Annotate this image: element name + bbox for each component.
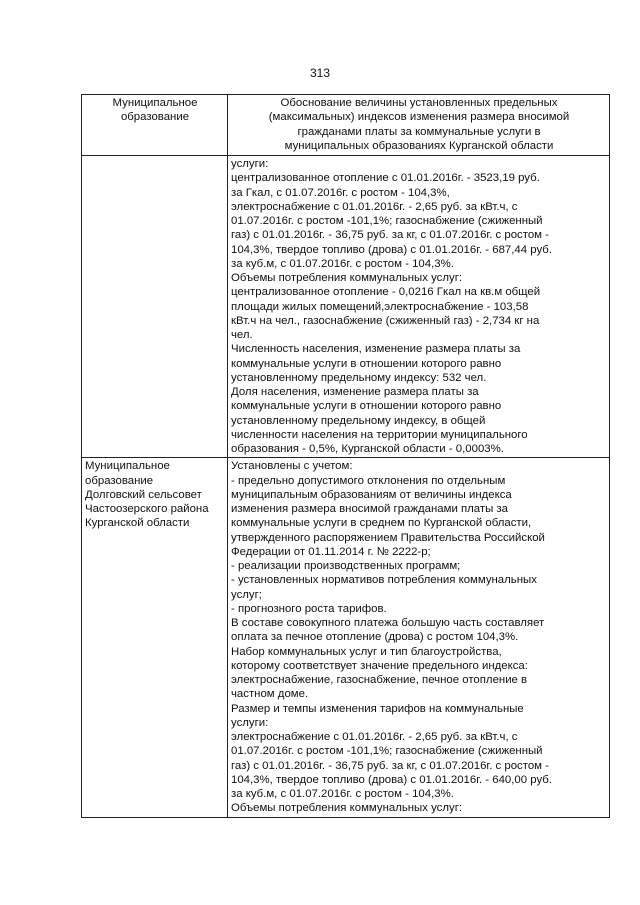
text-line: централизованное отопление - 0,0216 Гкал на кв.м общей [231,286,541,299]
text-line: образование [85,474,154,487]
text-line: услуги: [231,158,269,170]
text-line: - установленных нормативов потребления коммунальных [231,574,537,587]
text-line: изменения размера вносимой гражданами платы за [231,503,508,515]
text-line: образования - 0,5%, Курганской области - 0,0003%. [231,443,504,455]
table-row [82,156,610,458]
text-line: установленному предельному индексу, в общей [231,414,486,427]
header-line: (максимальных) индексов изменения размера вносимой [268,111,570,124]
text-line: - прогнозного роста тарифов. [231,602,387,615]
text-line: за Гкал, с 01.07.2016г. с ростом - 104,3%, [231,186,450,199]
text-line: Объемы потребления коммунальных услуг: [231,272,463,284]
text-line: Численность населения, изменение размера платы за [231,343,521,356]
text-line: коммунальные услуги в среднем по Курганской области, [231,517,532,530]
text-line: частном доме. [231,688,309,701]
text-line: 104,3%, твердое топливо (дрова) с 01.01.2016г. - 640,00 руб. [231,773,552,786]
text-line: коммунальные услуги в отношении которого равно [231,357,502,370]
text-line: газ) с 01.01.2016г. - 36,75 руб. за кг, с 01.07.2016г. с ростом - [231,759,549,772]
text-line: чел. [231,329,253,341]
text-line: за куб.м, с 01.07.2016г. с ростом - 104,3%. [231,788,454,800]
text-line: муниципальным образованиям от величины индекса [231,488,512,501]
table-row [82,458,610,817]
text-line: Набор коммунальных услуг и тип благоустройства, [231,645,502,658]
text-line: электроснабжение с 01.01.2016г. - 2,65 руб. за кВт.ч, с [231,731,518,743]
text-line: 104,3%, твердое топливо (дрова) с 01.01.2016г. - 687,44 руб. [231,243,552,256]
text-line: Федерации от 01.11.2014 г. № 2222-р; [231,545,431,558]
text-line: - предельно допустимого отклонения по отдельным [231,474,506,487]
text-line: Установлены с учетом: [231,460,353,473]
municipality-cell [82,156,228,458]
text-line: Объемы потребления коммунальных услуг: [231,802,463,815]
text-line: 01.07.2016г. с ростом -101,1%; газоснабжение (сжиженный [231,745,543,758]
text-line: электроснабжение с 01.01.2016г. - 2,65 руб. за кВт.ч, с [231,200,518,213]
text-line: Курганской области [85,517,190,530]
text-line: 01.07.2016г. с ростом -101,1%; газоснабжение (сжиженный [231,215,543,227]
text-line: Частоозерского района [85,503,209,515]
text-line: Доля населения, изменение размера платы за [231,386,479,398]
text-line: установленному предельному индексу: 532 чел. [231,371,487,384]
text-line: услуги: [231,716,269,729]
table-header-row [82,95,610,156]
header-municipality [82,95,228,156]
text-line: - реализации производственных программ; [231,560,461,572]
text-line: электроснабжение, газоснабжение, печное отопление в [231,674,528,686]
header-line: муниципальных образованиях Курганской области [284,139,554,152]
header-line: Обоснование величины установленных предельных [280,97,558,109]
header-line: гражданами платы за коммунальные услуги в [297,125,541,138]
page-number: 313 [309,66,331,80]
text-line: за куб.м, с 01.07.2016г. с ростом - 104,3%. [231,257,454,270]
text-line: централизованное отопление с 01.01.2016г. - 3523,19 руб. [231,172,540,185]
text-line: численности населения на территории муниципального [231,428,528,441]
text-line: которому соответствует значение предельного индекса: [231,659,528,672]
justification-cell [228,156,610,458]
text-line: услуг; [231,588,262,601]
municipality-cell [82,458,228,817]
text-line: кВт.ч на чел., газоснабжение (сжиженный газ) - 2,734 кг на [231,314,540,327]
text-line: оплата за печное отопление (дрова) с ростом 104,3%. [231,631,519,644]
justification-cell [228,458,610,817]
header-justification [228,95,610,156]
text-line: Муниципальное [85,460,170,473]
text-line: газ) с 01.01.2016г. - 36,75 руб. за кг, с 01.07.2016г. с ростом - [231,229,549,242]
header-line: Муниципальное [112,97,198,109]
text-line: В составе совокупного платежа большую часть составляет [231,617,545,629]
text-line: коммунальные услуги в отношении которого равно [231,400,502,413]
text-line: утвержденного распоряжением Правительства Российской [231,531,545,544]
text-line: Долговский сельсовет [85,488,202,501]
text-line: Размер и темпы изменения тарифов на коммунальные [231,702,524,715]
tariff-table [81,94,610,818]
header-line: образование [120,111,190,124]
text-line: площади жилых помещений,электроснабжение - 103,58 [231,300,529,313]
